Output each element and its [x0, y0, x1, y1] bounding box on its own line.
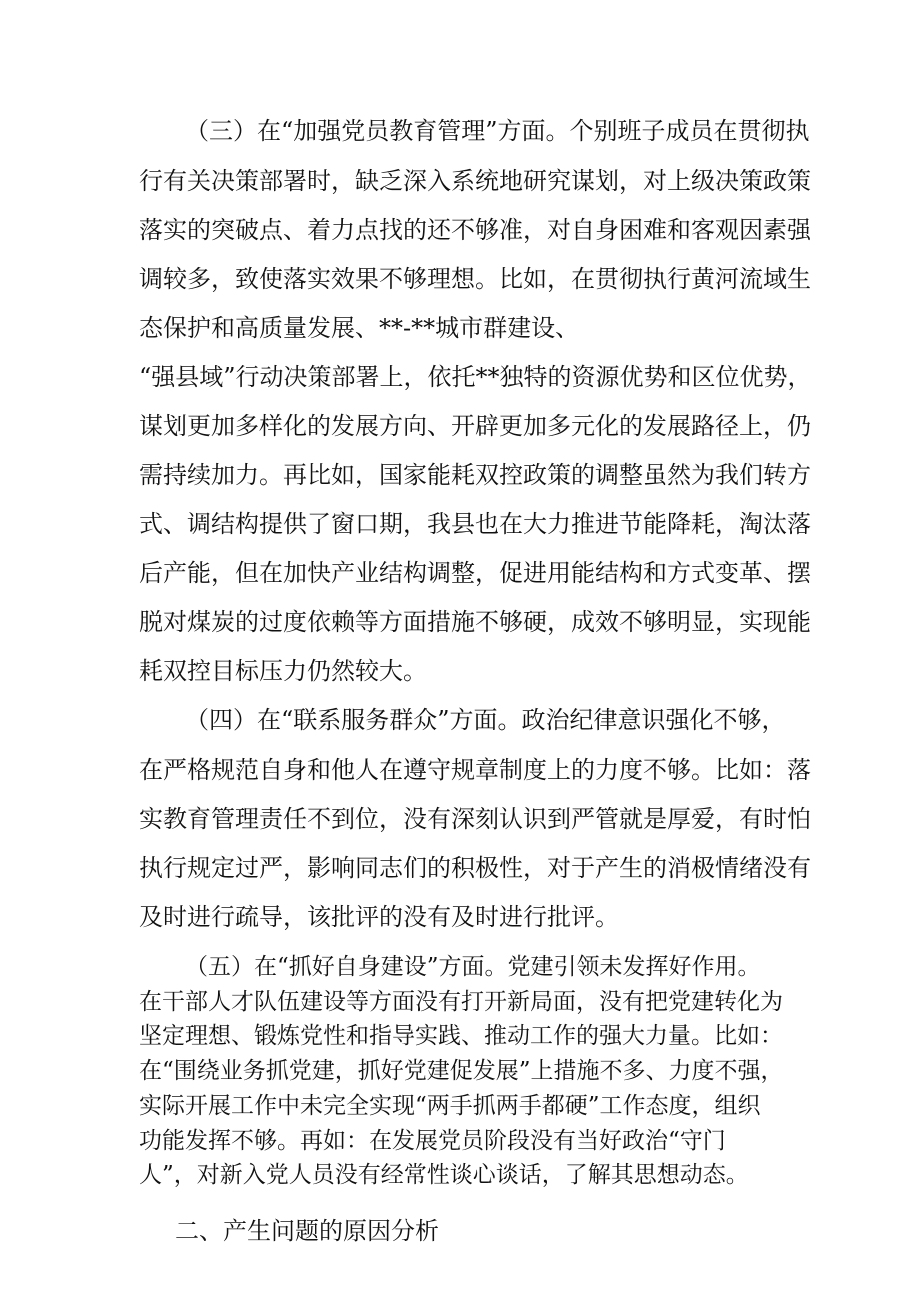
text-line: 态保护和高质量发展、**-**城市群建设、 [139, 314, 580, 342]
text-line: “强县域”行动决策部署上，依托**独特的资源优势和区位优势， [139, 363, 812, 391]
text-line: （四）在“联系服务群众”方面。政治纪律意识强化不够， [185, 706, 786, 734]
text-line: 耗双控目标压力仍然较大。 [139, 657, 427, 685]
text-line: 坚定理想、锻炼党性和指导实践、推动工作的强大力量。比如： [139, 1023, 783, 1049]
text-line: 实际开展工作中未完全实现“两手抓两手都硬”工作态度，组织 [139, 1093, 761, 1119]
text-line: 在“围绕业务抓党建，抓好党建促发展”上措施不多、力度不强， [139, 1058, 784, 1084]
text-line: 后产能，但在加快产业结构调整，促进用能结构和方式变革、摆 [139, 559, 811, 587]
text-line: 实教育管理责任不到位，没有深刻认识到严管就是厚爱，有时怕 [139, 805, 811, 833]
text-line: （三）在“加强党员教育管理”方面。个别班子成员在贯彻执 [185, 117, 810, 145]
text-line: 落实的突破点、着力点找的还不够准，对自身困难和客观因素强 [139, 216, 811, 244]
text-line: 调较多，致使落实效果不够理想。比如，在贯彻执行黄河流域生 [139, 265, 811, 293]
text-line: 执行规定过严，影响同志们的积极性，对于产生的消极情绪没有 [139, 854, 811, 882]
text-line: 及时进行疏导，该批评的没有及时进行批评。 [139, 903, 619, 931]
text-line: 式、调结构提供了窗口期，我县也在大力推进节能降耗，淘汰落 [139, 510, 811, 538]
section-heading: 二、产生问题的原因分析 [175, 1217, 439, 1245]
text-line: 在干部人才队伍建设等方面没有打开新局面，没有把党建转化为 [139, 989, 783, 1015]
text-line: 行有关决策部署时，缺乏深入系统地研究谋划，对上级决策政策 [139, 167, 811, 195]
text-line: 需持续加力。再比如，国家能耗双控政策的调整虽然为我们转方 [139, 461, 811, 489]
text-line: 脱对煤炭的过度依赖等方面措施不够硬，成效不够明显，实现能 [139, 608, 811, 636]
text-line: 在严格规范自身和他人在遵守规章制度上的力度不够。比如：落 [139, 756, 811, 784]
text-line: 谋划更加多样化的发展方向、开辟更加多元化的发展路径上，仍 [139, 412, 811, 440]
text-line: （五）在“抓好自身建设”方面。党建引领未发挥好作用。 [185, 954, 761, 980]
text-line: 人”，对新入党人员没有经常性谈心谈话，了解其思想动态。 [139, 1162, 749, 1188]
text-line: 功能发挥不够。再如：在发展党员阶段没有当好政治“守门 [139, 1128, 726, 1154]
